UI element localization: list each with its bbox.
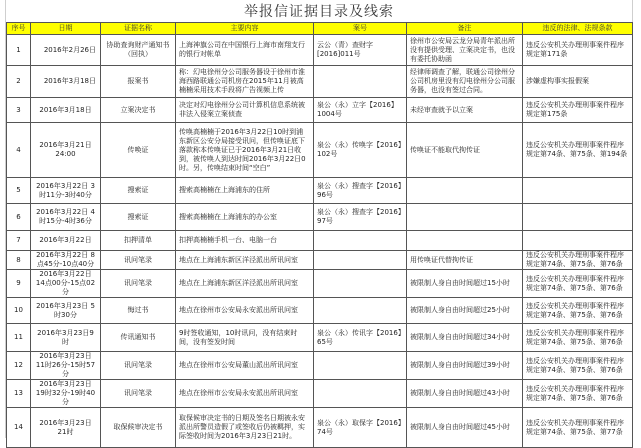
header-violated-laws: 违反的法律、法规条款 <box>523 23 633 35</box>
cell-evidence-name: 传讯通知书 <box>101 324 176 352</box>
cell-no: 9 <box>7 270 31 298</box>
cell-remarks: 被限制人身自由时间超过45小时 <box>407 408 523 448</box>
cell-date: 2016年3月23日9时 <box>31 324 101 352</box>
cell-date: 2016年3月22日 <box>31 231 101 251</box>
cell-date: 2016年2月26日 <box>31 35 101 66</box>
cell-remarks <box>407 231 523 251</box>
table-row <box>7 352 633 380</box>
cell-date: 2016年3月22日 4时15分-4时36分 <box>31 204 101 231</box>
cell-no: 13 <box>7 380 31 408</box>
header-case-number: 案号 <box>314 23 407 35</box>
header-evidence-name: 证据名称 <box>101 23 176 35</box>
table-row <box>7 35 633 66</box>
cell-main-content: 搜索高楠楠在上海浦东的住所 <box>176 178 314 204</box>
cell-evidence-name: 取保候审决定书 <box>101 408 176 448</box>
document-title: 举报信证据目录及线索 <box>244 4 394 20</box>
cell-violated-laws <box>523 204 633 231</box>
cell-case-number <box>314 298 407 324</box>
cell-violated-laws <box>523 178 633 204</box>
cell-no: 2 <box>7 66 31 98</box>
cell-violated-laws: 违反公安机关办理刑事案件程序规定第171条 <box>523 35 633 66</box>
cell-main-content: 扣押高楠楠手机一台、电脑一台 <box>176 231 314 251</box>
cell-violated-laws: 违反公安机关办理刑事案件程序规定第74条、第75条、第76条 <box>523 251 633 270</box>
cell-date: 2016年3月23日 19时32分-19时40分 <box>31 380 101 408</box>
cell-main-content: 地点在上海浦东新区洋泾派出所讯问室 <box>176 251 314 270</box>
table-row <box>7 98 633 123</box>
cell-evidence-name: 协助查询财产通知书（回执） <box>101 35 176 66</box>
cell-evidence-name: 报案书 <box>101 66 176 98</box>
cell-main-content: 传唤高楠楠于2016年3月22日10时到浦东新区公安分局接受讯问，但传唤证底下落款称本传唤证已于2016年3月21日收到，被传唤人到达时间2016年3月22日0时。另，传唤结束时间“空白” <box>176 123 314 178</box>
cell-main-content: 决定对幻电徐州分公司计算机信息系统被非法入侵案立案侦查 <box>176 98 314 123</box>
cell-case-number <box>314 231 407 251</box>
cell-violated-laws: 违反公安机关办理刑事案件程序规定第74条、第75条、第76条 <box>523 352 633 380</box>
table-row <box>7 324 633 352</box>
header-date: 日期 <box>31 23 101 35</box>
header-main-content: 主要内容 <box>176 23 314 35</box>
cell-remarks: 用传唤证代替拘传证 <box>407 251 523 270</box>
cell-main-content: 取保候审决定书的日期及签名日期被永安派出所警员造假了或签收后仍被羁押，实际签收时间为2016年3月23日21时。 <box>176 408 314 448</box>
cell-date: 2016年3月22日 3时11分-3时40分 <box>31 178 101 204</box>
cell-case-number <box>314 352 407 380</box>
cell-no: 11 <box>7 324 31 352</box>
cell-violated-laws: 违反公安机关办理刑事案件程序规定第74条、第75条、第77条 <box>523 408 633 448</box>
cell-remarks: 被限制人身自由时间超过25小时 <box>407 298 523 324</box>
table-row <box>7 204 633 231</box>
cell-main-content: 搜索高楠楠在上海浦东的办公室 <box>176 204 314 231</box>
cell-violated-laws: 违反公安机关办理刑事案件程序规定第74条、第75条、第194条 <box>523 123 633 178</box>
cell-case-number <box>314 270 407 298</box>
cell-violated-laws: 涉嫌虚构事实报假案 <box>523 66 633 98</box>
cell-no: 12 <box>7 352 31 380</box>
cell-no: 6 <box>7 204 31 231</box>
cell-no: 8 <box>7 251 31 270</box>
cell-evidence-name: 讯问笔录 <box>101 352 176 380</box>
cell-case-number: 泉公（永）立字【2016】1004号 <box>314 98 407 123</box>
cell-date: 2016年3月18日 <box>31 66 101 98</box>
evidence-table <box>6 22 633 448</box>
cell-date: 2016年3月18日 <box>31 98 101 123</box>
cell-remarks <box>407 204 523 231</box>
cell-violated-laws: 违反公安机关办理刑事案件程序规定第175条 <box>523 98 633 123</box>
cell-remarks: 经律师调查了解，联通公司徐州分公司机房里没有幻电徐州分公司服务器，也没有签过合同。 <box>407 66 523 98</box>
cell-evidence-name: 讯问笔录 <box>101 270 176 298</box>
cell-violated-laws <box>523 231 633 251</box>
table-row <box>7 380 633 408</box>
cell-main-content: 称：幻电徐州分公司服务器设于徐州市淮海西路联通公司机房在2015年11月被高楠楠采用技术手段将广告视频上传 <box>176 66 314 98</box>
cell-remarks: 徐州市公安局云龙分局青年派出所没有提供受理、立案决定书，也没有委托协助函 <box>407 35 523 66</box>
cell-remarks: 传唤证不能取代拘传证 <box>407 123 523 178</box>
header-no: 序号 <box>7 23 31 35</box>
cell-main-content: 上海神旗公司在中国银行上海市南翔支行的银行对帐单 <box>176 35 314 66</box>
cell-evidence-name: 传唤证 <box>101 123 176 178</box>
table-row <box>7 251 633 270</box>
cell-no: 3 <box>7 98 31 123</box>
cell-evidence-name: 讯问笔录 <box>101 251 176 270</box>
cell-date: 2016年3月22日 8点45分-10点40分 <box>31 251 101 270</box>
cell-remarks: 被限制人身自由时间超过15小时 <box>407 270 523 298</box>
cell-remarks: 被限制人身自由时间超过34小时 <box>407 324 523 352</box>
cell-date: 2016年3月23日 21时 <box>31 408 101 448</box>
cell-no: 14 <box>7 408 31 448</box>
cell-main-content: 地点在徐州市公安局永安派出所讯问室 <box>176 298 314 324</box>
cell-evidence-name: 扣押清单 <box>101 231 176 251</box>
cell-case-number <box>314 66 407 98</box>
table-row <box>7 231 633 251</box>
table-row <box>7 123 633 178</box>
cell-date: 2016年3月21日 24:00 <box>31 123 101 178</box>
cell-date: 2016年3月23日 5时30分 <box>31 298 101 324</box>
cell-no: 7 <box>7 231 31 251</box>
cell-case-number: 泉公（永）搜查字【2016】97号 <box>314 204 407 231</box>
cell-evidence-name: 搜索证 <box>101 178 176 204</box>
cell-violated-laws: 违反公安机关办理刑事案件程序规定第74条、第75条、第76条 <box>523 324 633 352</box>
cell-remarks: 被限制人身自由时间超过43小时 <box>407 380 523 408</box>
cell-violated-laws: 违反公安机关办理刑事案件程序规定第74条、第75条、第76条 <box>523 298 633 324</box>
cell-evidence-name: 搜索证 <box>101 204 176 231</box>
cell-evidence-name: 悔过书 <box>101 298 176 324</box>
cell-main-content: 地点在徐州市公安局董山派出所讯问室 <box>176 352 314 380</box>
cell-no: 5 <box>7 178 31 204</box>
cell-case-number: 泉公（永）传唤字【2016】102号 <box>314 123 407 178</box>
cell-case-number <box>314 251 407 270</box>
cell-evidence-name: 立案决定书 <box>101 98 176 123</box>
cell-no: 10 <box>7 298 31 324</box>
cell-date: 2016年3月23日 11时26分-15时57分 <box>31 352 101 380</box>
cell-case-number: 泉公（永）搜查字【2016】96号 <box>314 178 407 204</box>
cell-remarks <box>407 178 523 204</box>
table-row <box>7 298 633 324</box>
table-row <box>7 66 633 98</box>
cell-violated-laws: 违反公安机关办理刑事案件程序规定第74条、第75条、第76条 <box>523 270 633 298</box>
cell-no: 4 <box>7 123 31 178</box>
cell-case-number: 泉公（永）取保字【2016】74号 <box>314 408 407 448</box>
header-remarks: 备注 <box>407 23 523 35</box>
cell-case-number <box>314 380 407 408</box>
table-header-row <box>7 23 633 35</box>
table-row <box>7 408 633 448</box>
cell-evidence-name: 讯问笔录 <box>101 380 176 408</box>
cell-remarks: 被限制人身自由时间超过39小时 <box>407 352 523 380</box>
cell-main-content: 地点在徐州市公安局永安派出所讯问室 <box>176 380 314 408</box>
cell-main-content: 9时签收通知，10时讯问，没有结束时间，没有签发时间 <box>176 324 314 352</box>
cell-violated-laws: 违反公安机关办理刑事案件程序规定第74条、第75条、第76条 <box>523 380 633 408</box>
cell-date: 2016年3月22日 14点00分-15点02分 <box>31 270 101 298</box>
cell-remarks: 未经审查就予以立案 <box>407 98 523 123</box>
cell-case-number: 云公（青）查财字[2016]011号 <box>314 35 407 66</box>
table-row <box>7 270 633 298</box>
cell-main-content: 地点在上海浦东新区洋泾派出所讯问室 <box>176 270 314 298</box>
cell-case-number: 泉公（永）传讯字【2016】65号 <box>314 324 407 352</box>
cell-no: 1 <box>7 35 31 66</box>
table-row <box>7 178 633 204</box>
